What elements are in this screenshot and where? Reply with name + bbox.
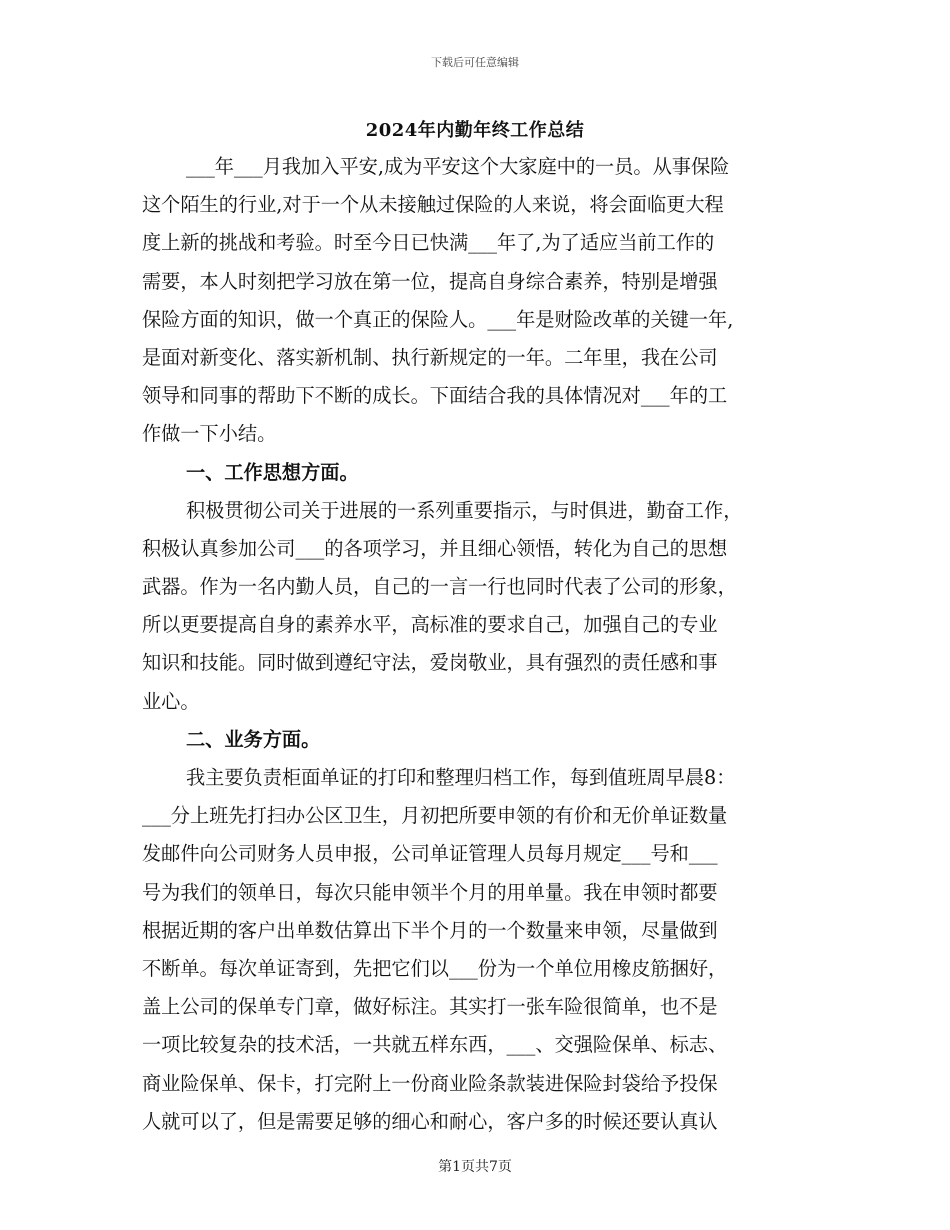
header-note: 下载后可任意编辑 — [431, 56, 519, 69]
paragraph-line: 发邮件向公司财务人员申报，公司单证管理人员每月规定___号和___ — [142, 842, 718, 866]
paragraph-line: 作做一下小结。 — [142, 422, 277, 446]
paragraph-line: 保险方面的知识，做一个真正的保险人。___年是财险改革的关键一年, — [142, 307, 734, 331]
paragraph-line: 商业险保单、保卡，打完附上一份商业险条款装进保险封袋给予投保 — [142, 1071, 718, 1095]
paragraph-line: 根据近期的客户出单数估算出下半个月的一个数量来申领，尽量做到 — [142, 918, 718, 942]
paragraph-line: 所以更要提高自身的素养水平，高标准的要求自己，加强自己的专业 — [142, 613, 718, 637]
paragraph-line: 是面对新变化、落实新机制、执行新规定的一年。二年里，我在公司 — [142, 345, 718, 369]
paragraph-line: ___分上班先打扫办公区卫生，月初把所要申领的有价和无价单证数量 — [142, 804, 728, 828]
paragraph-line: 积极贯彻公司关于进展的一系列重要指示，与时俱进，勤奋工作， — [186, 498, 743, 522]
paragraph-line: 度上新的挑战和考验。时至今日已快满___年了,为了适应当前工作的 — [142, 231, 715, 255]
section-heading: 二、业务方面。 — [186, 727, 321, 751]
paragraph-line: 武器。作为一名内勤人员，自己的一言一行也同时代表了公司的形象， — [142, 575, 737, 599]
paragraph-line: 盖上公司的保单专门章，做好标注。其实打一张车险很简单，也不是 — [142, 995, 718, 1019]
document-title: 2024年内勤年终工作总结 — [365, 120, 585, 141]
document-body — [142, 148, 814, 1141]
section-heading: 一、工作思想方面。 — [186, 460, 359, 484]
paragraph-line: 人就可以了，但是需要足够的细心和耐心，客户多的时候还要认真认 — [142, 1109, 718, 1133]
paragraph-line: 不断单。每次单证寄到，先把它们以___份为一个单位用橡皮筋捆好， — [142, 956, 728, 980]
paragraph-line: ___年___月我加入平安,成为平安这个大家庭中的一员。从事保险 — [186, 155, 730, 178]
paragraph-line: 需要，本人时刻把学习放在第一位，提高自身综合素养，特别是增强 — [142, 269, 718, 293]
paragraph-line: 这个陌生的行业,对于一个从未接触过保险的人来说，将会面临更大程 — [142, 193, 724, 217]
paragraph-line: 我主要负责柜面单证的打印和整理归档工作，每到值班周早晨8： — [186, 766, 736, 789]
paragraph-line: 号为我们的领单日，每次只能申领半个月的用单量。我在申领时都要 — [142, 880, 718, 904]
paragraph-line: 一项比较复杂的技术活，一共就五样东西，___、交强险保单、标志、 — [142, 1033, 728, 1057]
paragraph-line: 积极认真参加公司___的各项学习，并且细心领悟，转化为自己的思想 — [142, 536, 728, 560]
paragraph-line: 知识和技能。同时做到遵纪守法，爱岗敬业，具有强烈的责任感和事 — [142, 651, 718, 675]
page-number-footer: 第1页共7页 — [438, 1159, 512, 1175]
paragraph-line: 领导和同事的帮助下不断的成长。下面结合我的具体情况对___年的工 — [142, 384, 728, 408]
paragraph-line: 业心。 — [142, 689, 200, 713]
